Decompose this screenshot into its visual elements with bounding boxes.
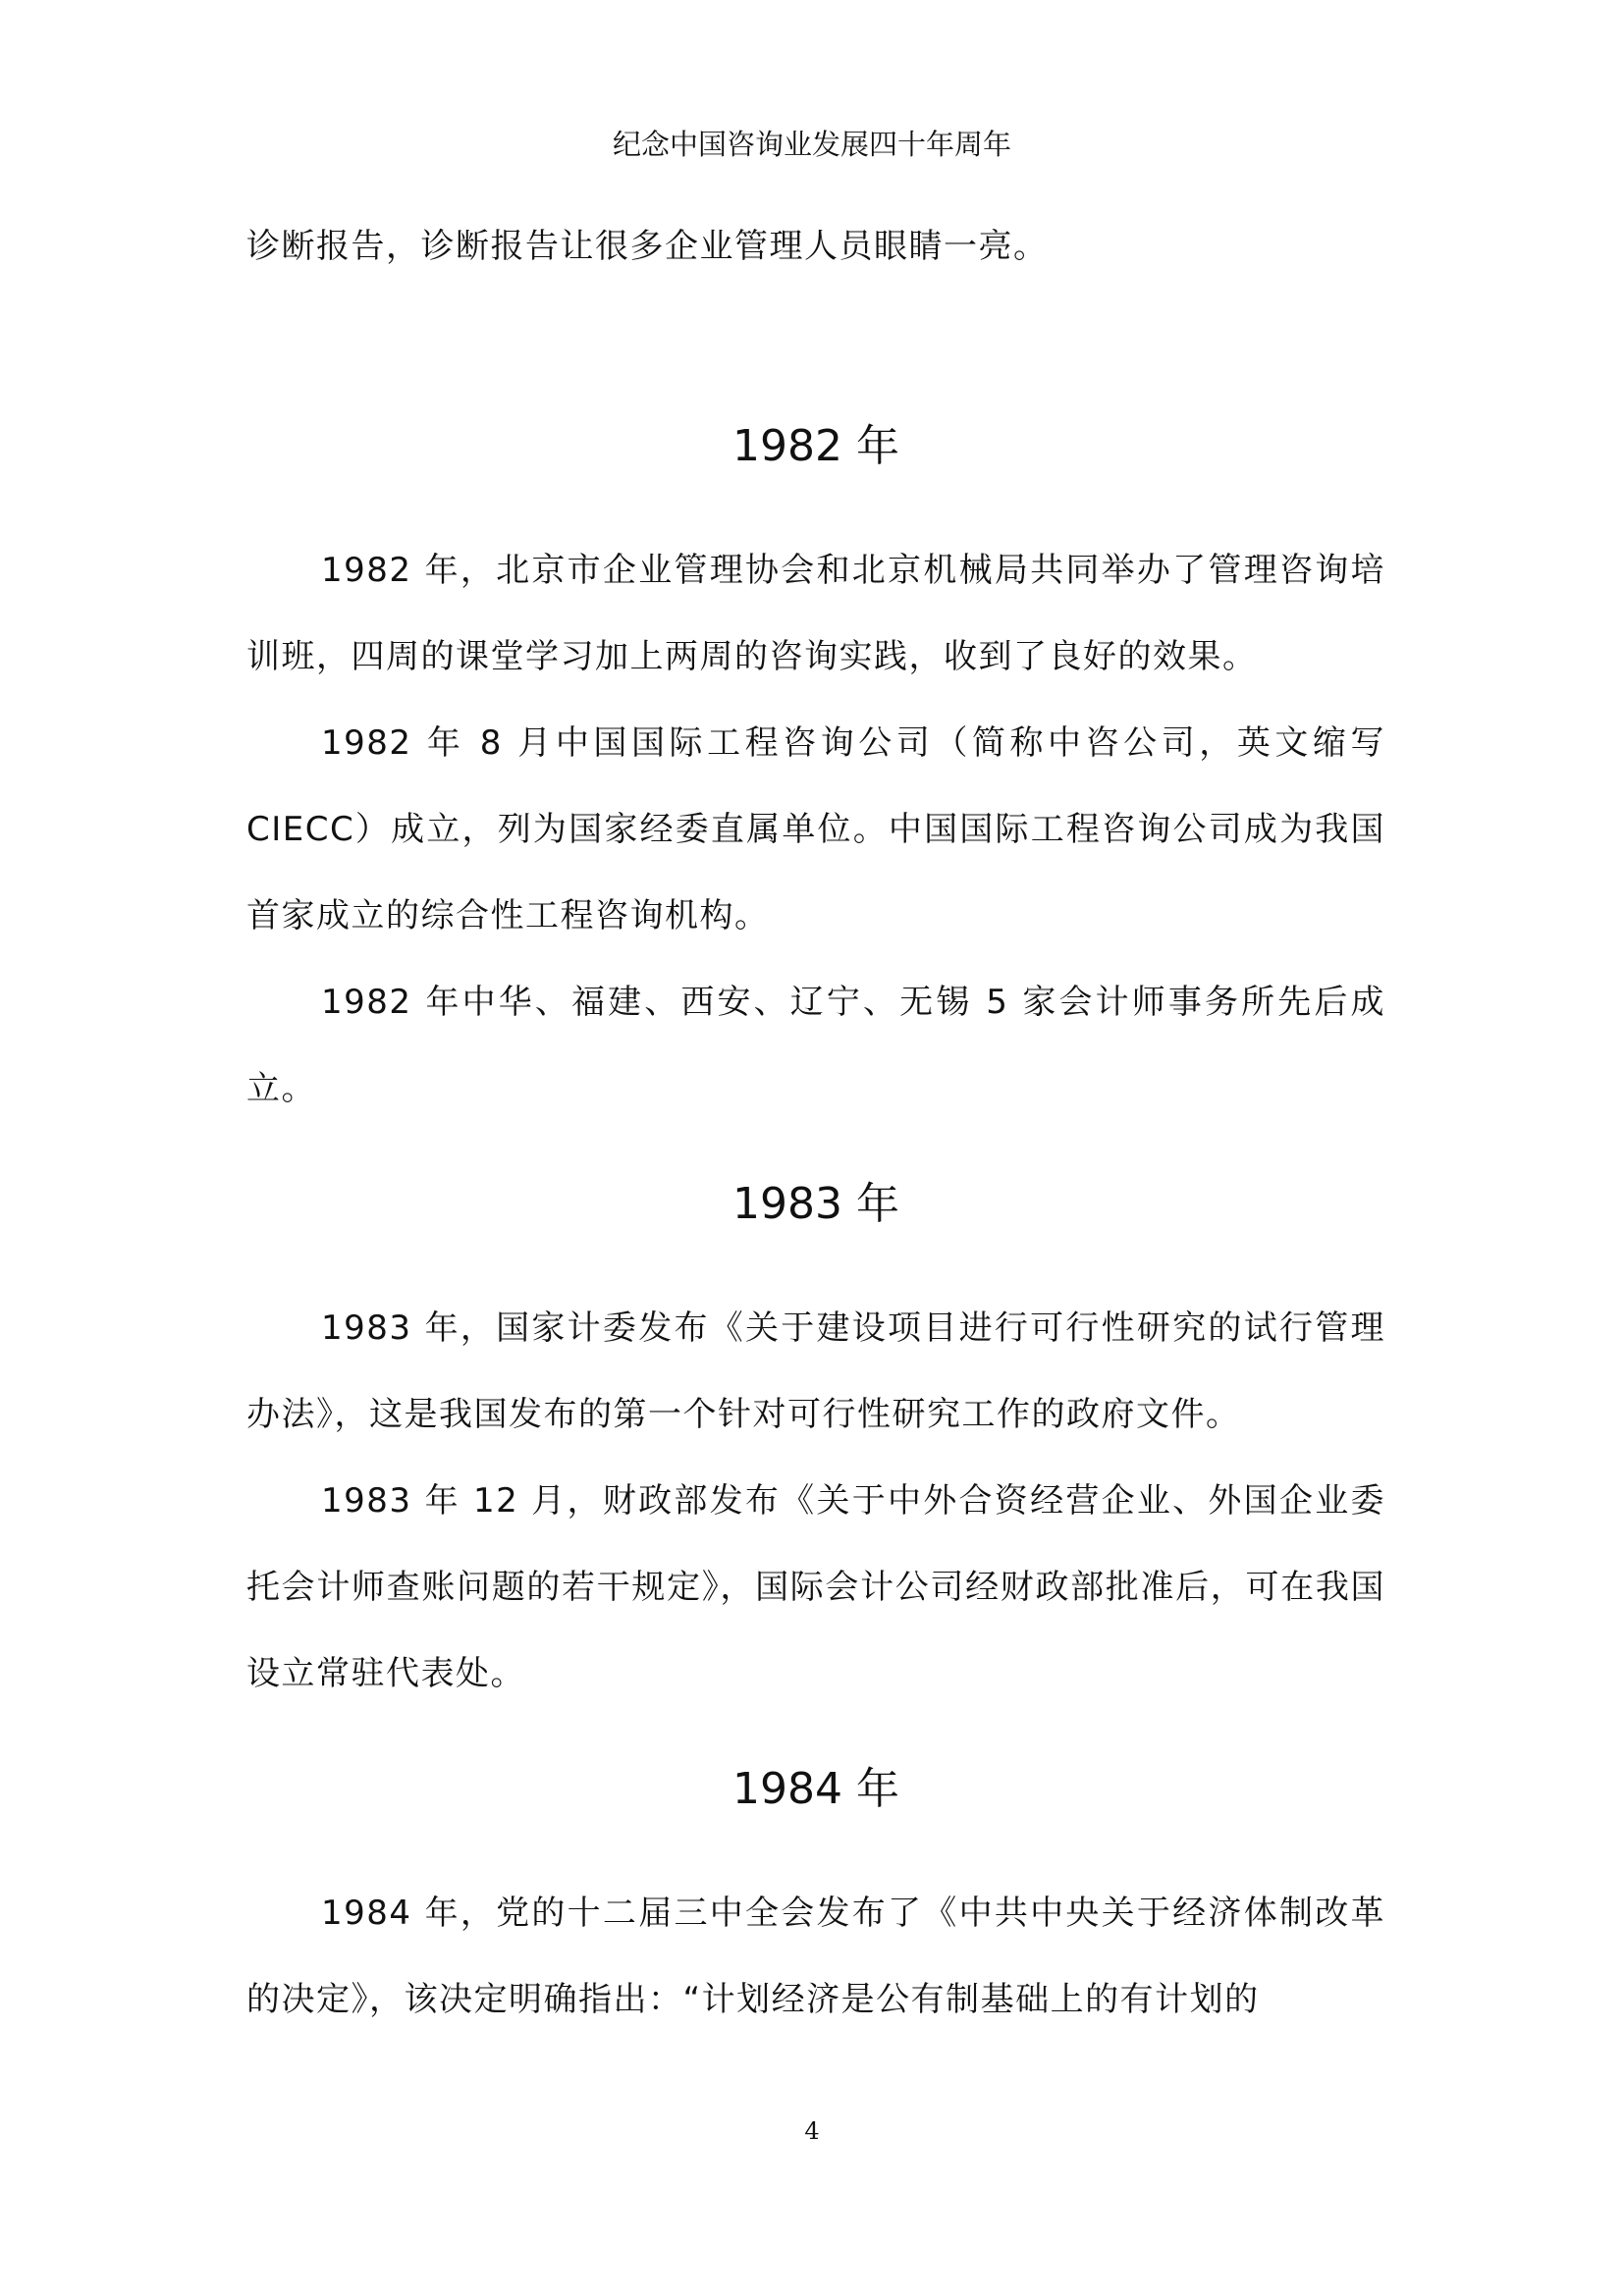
paragraph-1983-1: 1983 年，国家计委发布《关于建设项目进行可行性研究的试行管理办法》，这是我国发布的第一个针对可行性研究工作的政府文件。: [246, 1308, 1385, 1434]
paragraph-1982-2: 1982 年 8 月中国国际工程咨询公司（简称中咨公司，英文缩写CIECC）成立，列为国家经委直属单位。中国国际工程咨询公司成为我国首家成立的综合性工程咨询机构。: [246, 723, 1385, 935]
paragraph-1983-2: 1983 年 12 月，财政部发布《关于中外合资经营企业、外国企业委托会计师查账问题的若干规定》，国际会计公司经财政部批准后，可在我国设立常驻代表处。: [246, 1481, 1385, 1693]
paragraph-1984-1: 1984 年，党的十二届三中全会发布了《中共中央关于经济体制改革的决定》，该决定明确指出：“计划经济是公有制基础上的有计划的: [246, 1894, 1385, 2019]
continuation-paragraph: 诊断报告，诊断报告让很多企业管理人员眼睛一亮。: [246, 227, 1049, 266]
section-heading-1982: 1982 年: [732, 421, 899, 471]
section-heading-1983: 1983 年: [732, 1179, 899, 1229]
paragraph-1982-1: 1982 年，北京市企业管理协会和北京机械局共同举办了管理咨询培训班，四周的课堂学习加上两周的咨询实践，收到了良好的效果。: [246, 551, 1385, 676]
running-header: 纪念中国咨询业发展四十年周年: [612, 128, 1011, 161]
section-heading-1984: 1984 年: [732, 1764, 899, 1814]
paragraph-1982-3: 1982 年中华、福建、西安、辽宁、无锡 5 家会计师事务所先后成立。: [246, 983, 1385, 1108]
page-number: 4: [804, 2117, 820, 2145]
